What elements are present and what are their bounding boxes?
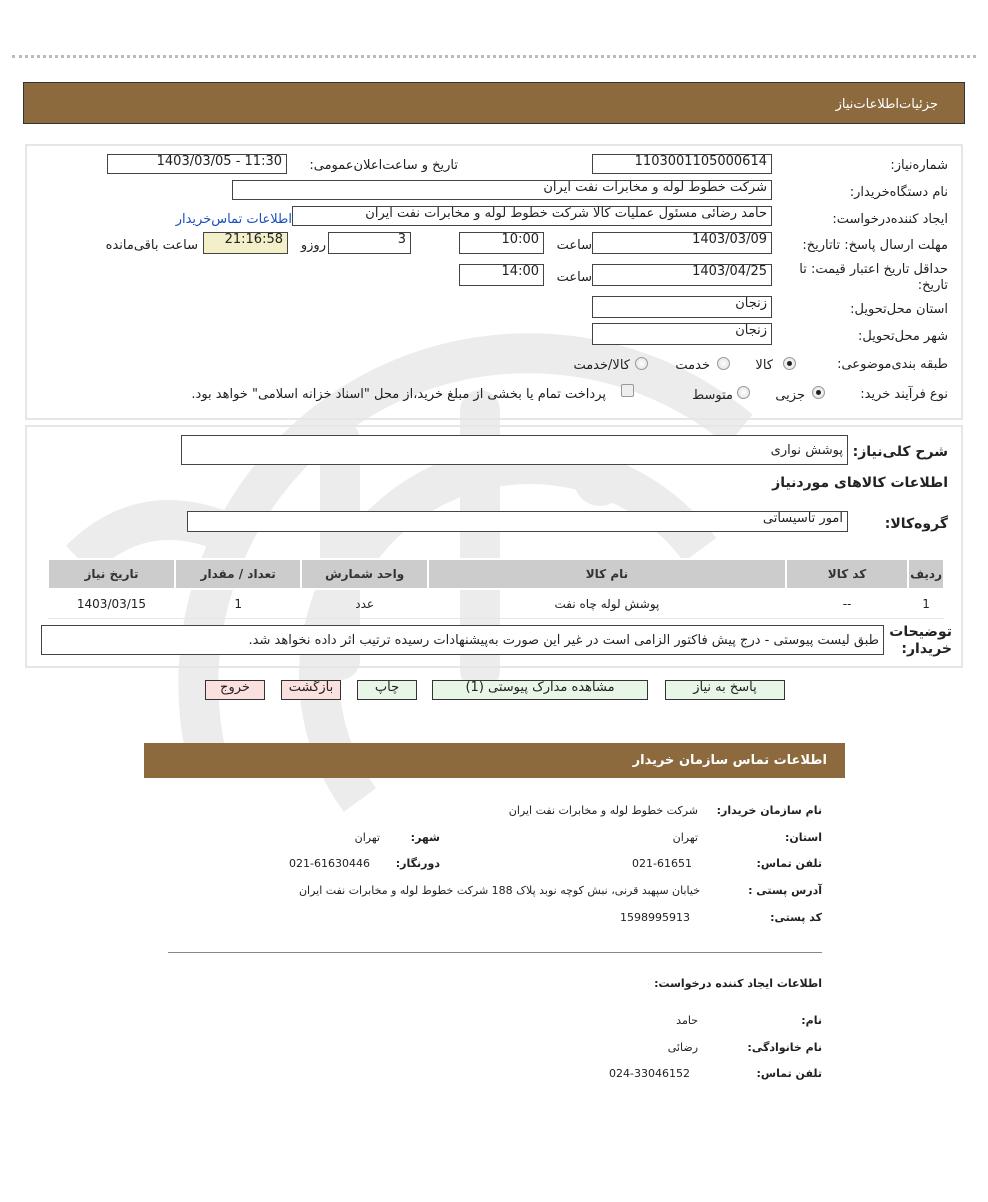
cell-goods-name: پوشش لوله چاه نفت [428, 589, 786, 619]
col-row-number: ردیف [908, 559, 944, 589]
contact-province-label: استان: [785, 831, 822, 844]
creator-last-name-label: نام خانوادگی: [747, 1041, 822, 1054]
org-name-value: شرکت خطوط لوله و مخابرات نفت ایران [508, 804, 698, 817]
creator-info-heading: اطلاعات ایجاد کننده درخواست: [654, 977, 822, 990]
buyer-notes-label: توضیحات خریدار: [889, 624, 952, 657]
price-validity-date-field: 1403/04/25 [592, 264, 772, 286]
buyer-notes-field: طبق لیست پیوستی - درج پیش فاکتور الزامی است در غیر این صورت به‌پیشنهادات رسیده ترتیب اثر داده نخواهد شد. [41, 625, 884, 655]
goods-group-label: گروه‌کالا: [884, 516, 948, 532]
category-label: طبقه بندی‌موضوعی: [837, 357, 948, 372]
creator-field: حامد رضائی مسئول عملیات کالا شرکت خطوط لوله و مخابرات نفت ایران [292, 206, 772, 226]
postal-code-label: کد پستی: [770, 911, 822, 924]
delivery-province-label: استان محل‌تحویل: [850, 302, 948, 317]
deadline-time-field: 10:00 [459, 232, 544, 254]
col-need-date: تاریخ نیاز [48, 559, 175, 589]
cell-goods-code: -- [786, 589, 908, 619]
process-medium-label: متوسط [692, 388, 733, 403]
category-service-label: خدمت [675, 358, 710, 373]
address-value: خیابان سپهبد قرنی، نبش کوچه نوبد پلاک 188 شرکت خطوط لوله و مخابرات نفت ایران [298, 884, 700, 897]
cell-quantity: 1 [175, 589, 301, 619]
category-goods-label: کالا [755, 358, 773, 373]
phone-value: 021-61651 [632, 857, 692, 870]
days-label: روزو [300, 238, 326, 253]
address-label: آدرس پستی : [748, 884, 822, 897]
col-unit: واحد شمارش [301, 559, 428, 589]
goods-info-heading: اطلاعات کالاهای مورد‌نیاز [772, 475, 948, 491]
process-type-label: نوع فرآیند خرید: [860, 387, 948, 402]
exit-button[interactable]: خروج [205, 680, 265, 700]
creator-last-name-value: رضائی [667, 1041, 698, 1054]
page-title: جزئیات‌اطلاعات‌نیاز [835, 97, 938, 112]
cell-row-number: 1 [908, 589, 944, 619]
back-button[interactable]: بازگشت [281, 680, 341, 700]
creator-first-name-label: نام: [801, 1014, 822, 1027]
remaining-days-field: 3 [328, 232, 411, 254]
category-goods-service-label: کالا/خدمت [573, 358, 630, 373]
process-minor-radio[interactable] [812, 386, 825, 399]
creator-label: ایجاد کننده‌درخواست: [832, 212, 948, 227]
process-medium-radio[interactable] [737, 386, 750, 399]
table-row [48, 589, 944, 619]
treasury-payment-note: پرداخت تمام یا بخشی از مبلغ خرید،از محل "اسناد خزانه اسلامی" خواهد بود. [191, 387, 606, 402]
remaining-time-label: ساعت باقی‌مانده [105, 238, 198, 253]
validity-time-label: ساعت [556, 270, 592, 285]
fax-label: دورنگار: [395, 857, 440, 870]
deadline-time-label: ساعت [556, 238, 592, 253]
col-goods-name: نام کالا [428, 559, 786, 589]
buyer-org-field: شرکت خطوط لوله و مخابرات نفت ایران [232, 180, 772, 200]
creator-first-name-value: حامد [676, 1014, 698, 1027]
fax-value: 021-61630446 [289, 857, 370, 870]
col-goods-code: کد کالا [786, 559, 908, 589]
col-quantity: تعداد / مقدار [175, 559, 301, 589]
creator-phone-label: تلفن تماس: [756, 1067, 822, 1080]
contact-city-label: شهر: [410, 831, 440, 844]
goods-group-field: امور تاسیساتی [187, 511, 848, 532]
delivery-province-field: زنجان [592, 296, 772, 318]
cell-need-date: 1403/03/15 [48, 589, 175, 619]
contact-province-value: تهران [672, 831, 698, 844]
org-name-label: نام سازمان خریدار: [716, 804, 822, 817]
contact-city-value: تهران [354, 831, 380, 844]
top-dotted-divider [12, 55, 976, 58]
contact-title: اطلاعات تماس سازمان خریدار [632, 753, 827, 768]
attachments-button[interactable]: مشاهده مدارک پیوستی (1) [432, 680, 648, 700]
treasury-payment-checkbox[interactable] [621, 384, 634, 397]
delivery-city-label: شهر محل‌تحویل: [858, 329, 948, 344]
buyer-contact-link[interactable]: اطلاعات تماس‌خریدار [175, 212, 292, 227]
creator-phone-value: 024-33046152 [609, 1067, 690, 1080]
deadline-date-field: 1403/03/09 [592, 232, 772, 254]
need-number-field: 1103001105000614 [592, 154, 772, 174]
buyer-org-label: نام دستگاه‌خریدار: [849, 185, 948, 200]
category-goods-service-radio[interactable] [635, 357, 648, 370]
goods-table [47, 558, 945, 619]
need-title-field: پوشش نواری [181, 435, 848, 465]
category-service-radio[interactable] [717, 357, 730, 370]
need-title-label: شرح کلی‌نیاز: [852, 444, 948, 460]
need-number-label: شماره‌نیاز: [890, 158, 948, 173]
process-minor-label: جزیی [775, 388, 805, 403]
contact-divider [168, 952, 822, 953]
page-header [23, 82, 965, 124]
price-validity-label: حداقل تاریخ اعتبار قیمت: تا تاریخ: [799, 262, 948, 293]
remaining-time-field: 21:16:58 [203, 232, 288, 254]
delivery-city-field: زنجان [592, 323, 772, 345]
reply-button[interactable]: پاسخ به نیاز [665, 680, 785, 700]
category-goods-radio[interactable] [783, 357, 796, 370]
announce-date-field: 1403/03/05 - 11:30 [107, 154, 287, 174]
cell-unit: عدد [301, 589, 428, 619]
print-button[interactable]: چاپ [357, 680, 417, 700]
phone-label: تلفن تماس: [756, 857, 822, 870]
deadline-label: مهلت ارسال پاسخ: تاتاریخ: [802, 238, 948, 253]
contact-banner [144, 743, 845, 778]
announce-date-label: تاریخ و ساعت‌اعلان‌عمومی: [309, 158, 458, 173]
price-validity-time-field: 14:00 [459, 264, 544, 286]
postal-code-value: 1598995913 [620, 911, 690, 924]
goods-table-header [48, 559, 944, 589]
